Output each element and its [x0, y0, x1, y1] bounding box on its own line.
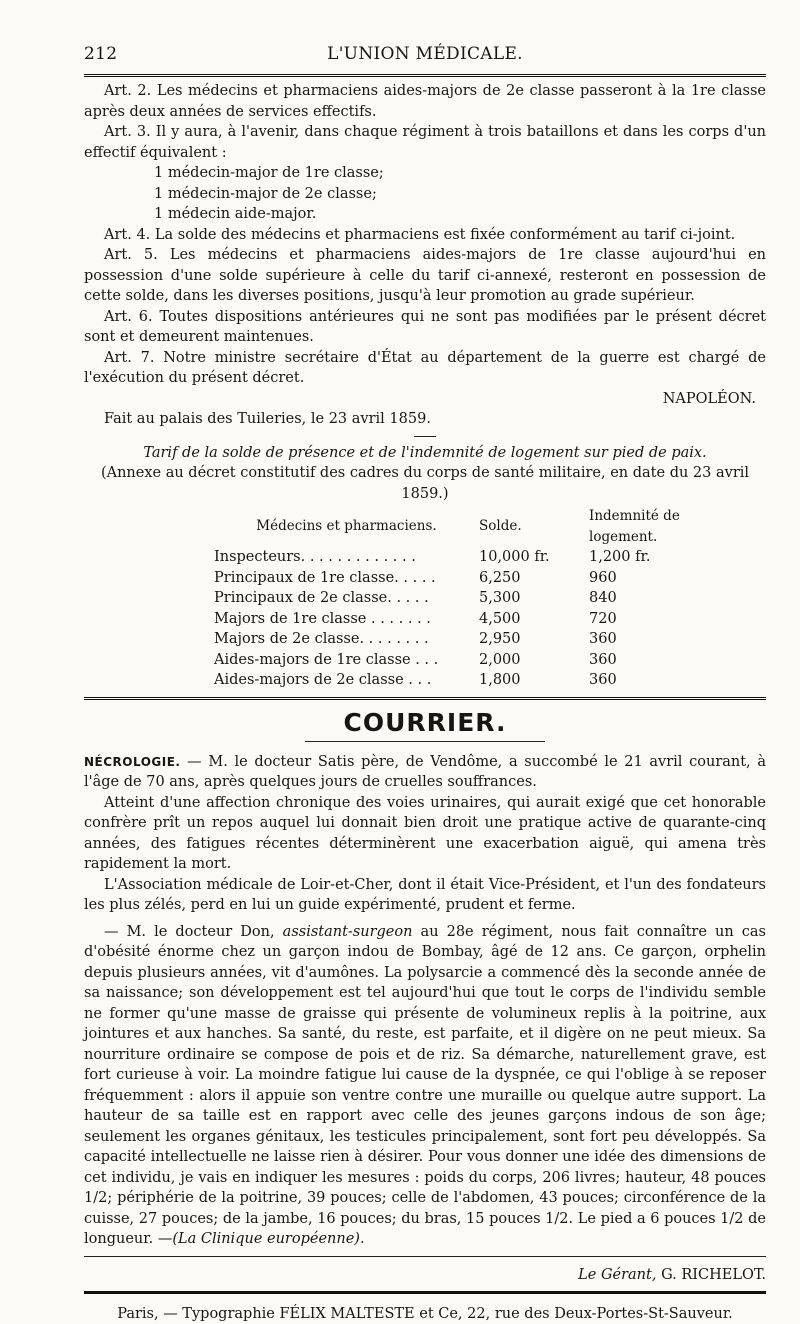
article-7: Art. 7. Notre ministre secrétaire d'État au département de la guerre est chargé de l'exécution du présent décret. [84, 349, 766, 386]
indemnite-cell: 360 [589, 631, 617, 647]
article-4: Art. 4. La solde des médecins et pharmaciens est fixée conformément au tarif ci-joint. [104, 226, 736, 243]
solde-cell: 2,000 [479, 651, 521, 668]
article-6: Art. 6. Toutes dispositions antérieures qui ne sont pas modifiées par le présent décret sont et demeurent maintenues. [84, 308, 766, 345]
gerant-line: Le Gérant, G. RICHELOT. [578, 1266, 766, 1283]
necrologie-label: NÉCROLOGIE. [84, 754, 181, 769]
col-header-indemnite: Indemnité de logement. [589, 508, 680, 545]
table-row [214, 670, 749, 691]
article-3: Art. 3. Il y aura, à l'avenir, dans chaque régiment à trois bataillons et dans les corps d'un effectif équivalent : [84, 124, 766, 161]
grade-cell: Principaux de 1re classe. . . . . [214, 569, 436, 586]
solde-cell: 5,300 [479, 590, 521, 606]
section-rule [84, 697, 766, 700]
grade-cell: Majors de 2e classe. . . . . . . . [214, 631, 429, 647]
tarif-annex: (Annexe au décret constitutif des cadres du corps de santé militaire, en date du 23 avril 1859.) [100, 465, 750, 502]
tarif-title: Tarif de la solde de présence et de l'indemnité de logement sur pied de paix. [143, 444, 707, 461]
indemnite-cell: 960 [589, 569, 617, 586]
grade-cell: Aides-majors de 1re classe . . . [214, 651, 439, 668]
indemnite-cell: 360 [589, 672, 617, 688]
signature-line [84, 389, 766, 410]
page-header [84, 44, 766, 64]
solde-cell: 1,800 [479, 672, 521, 688]
signature: NAPOLÉON. [662, 390, 756, 407]
grade-cell: Principaux de 2e classe. . . . . [214, 590, 429, 606]
tarif-table [214, 506, 749, 691]
grade-cell: Majors de 1re classe . . . . . . . [214, 610, 431, 627]
col-header-solde: Solde. [479, 518, 522, 535]
footer-rule [84, 1256, 766, 1257]
necrologie-p3: L'Association médicale de Loir-et-Cher, dont il était Vice-Président, et l'un des fondateurs les plus zélés, perd en lui un guide expérimenté, prudent et ferme. [84, 876, 766, 913]
necrologie-p2: Atteint d'une affection chronique des voies urinaires, qui aurait exigé que cet honorable confrère prît un repos auquel lui donnait bien droit une pratique active de quarante-cinq années, des fatigues récentes déterminèrent une exacerbation aiguë, qui amena très rapidement la mort. [84, 794, 766, 872]
list-item: 1 médecin aide-major. [154, 206, 317, 222]
list-item: 1 médecin-major de 1re classe; [154, 165, 384, 181]
heading-rule [305, 741, 545, 742]
indemnite-cell: 840 [589, 590, 617, 606]
date-line: Fait au palais des Tuileries, le 23 avril 1859. [104, 411, 431, 427]
table-row [214, 609, 749, 630]
list-item: 1 médecin-major de 2e classe; [154, 185, 377, 202]
source-citation: —(La Clinique européenne). [157, 1231, 365, 1247]
article-3-list [84, 163, 766, 225]
printer-line: Paris, — Typographie FÉLIX MALTESTE et Ce, 22, rue des Deux-Portes-St-Sauveur. [117, 1305, 733, 1322]
col-header-grade: Médecins et pharmaciens. [256, 518, 437, 535]
grade-cell: Aides-majors de 2e classe . . . [214, 672, 432, 688]
running-title: L'UNION MÉDICALE. [327, 44, 523, 64]
solde-cell: 4,500 [479, 610, 521, 627]
article-5: Art. 5. Les médecins et pharmaciens aides-majors de 1re classe aujourd'hui en possession d'une solde supérieure à celle du tarif ci-annexé, resteront en possession de cette solde, dans les diverses positions, jusqu'à leur promotion au grade supérieur. [84, 247, 766, 304]
courrier-heading: COURRIER. [343, 707, 507, 737]
table-row [214, 547, 749, 568]
solde-cell: 6,250 [479, 569, 521, 586]
necrologie-p1: NÉCROLOGIE. — M. le docteur Satis père, de Vendôme, a succombé le 21 avril courant, à l'âge de 70 ans, après quelques jours de cruelles souffrances. [84, 753, 766, 790]
divider [414, 436, 436, 437]
table-row [214, 629, 749, 650]
article-2: Art. 2. Les médecins et pharmaciens aides-majors de 2e classe passeront à la 1re classe après deux années de services effectifs. [84, 83, 766, 120]
footer-rule-thick [84, 1291, 766, 1294]
indemnite-cell: 1,200 fr. [589, 549, 651, 565]
table-row [214, 568, 749, 589]
table-row [214, 650, 749, 671]
page-number: 212 [84, 44, 118, 64]
indemnite-cell: 360 [589, 651, 617, 668]
solde-cell: 10,000 fr. [479, 549, 550, 565]
solde-cell: 2,950 [479, 631, 521, 647]
header-rule [84, 74, 766, 77]
don-paragraph: — M. le docteur Don, assistant-surgeon au 28e régiment, nous fait connaître un cas d'obésité énorme chez un garçon indou de Bombay, âgé de 12 ans. Ce garçon, orphelin depuis plusieurs années, vit d'aumônes. La polysarcie a commencé dès la seconde année de sa naissance; son développement est tel aujourd'hui que tout le corps de l'individu semble ne former qu'une masse de graisse qui présente de volumineux replis à la poitrine, aux jointures et aux hanches. Sa santé, du reste, est parfaite, et il digère on ne peut mieux. Sa nourriture ordinaire se compose de pois et de riz. Sa démarche, naturellement grave, est fort curieuse à voir. La moindre fatigue lui cause de la dyspnée, ce qui l'oblige à se reposer fréquemment : alors il appuie son ventre contre une muraille ou quelque autre support. La hauteur de sa taille est en rapport avec celle des jeunes garçons indous de son âge; seulement les organes génitaux, les testicules principalement, sont fort peu développés. Sa capacité intellectuelle ne laisse rien à désirer. Pour vous donner une idée des dimensions de cet individu, je vais en indiquer les mesures : poids du corps, 206 livres; hauteur, 48 pouces 1/2; périphérie de la poitrine, 39 pouces; celle de l'abdomen, 43 pouces; circonférence de la cuisse, 27 pouces; de la jambe, 16 pouces; du bras, 15 pouces 1/2. Le pied a 6 pouces 1/2 de longueur. —(La Clinique européenne). [84, 923, 766, 1247]
indemnite-cell: 720 [589, 610, 617, 627]
grade-cell: Inspecteurs. . . . . . . . . . . . . [214, 549, 416, 565]
table-header-row [214, 506, 749, 547]
table-row [214, 588, 749, 609]
